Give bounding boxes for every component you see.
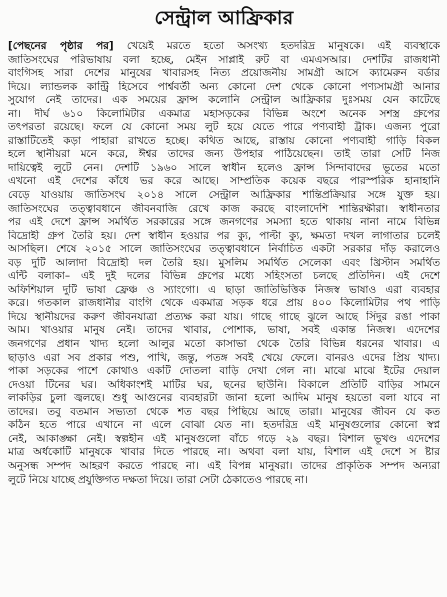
article-line: জনগণের প্রধান খাদ্য হলো আলুর মতো কাসাভা থেকে তৈরি বিভিন্ন ধরনের খাবার। এ [8, 338, 440, 351]
article-line: দায়িত্বেই লুটে নেন। দেশটি ১৯৬০ সালে স্বাধীন হলেও ফ্রান্স সিন্দাবাদের ভূতের মতো [8, 161, 440, 174]
article-line: দিয়ে। ল্যান্ডলক কান্ট্রি হিসেবে পার্শ্ববর্তী অন্য কোনো দেশ থেকে কোনো পণ্যসামগ্রী আনার [8, 80, 440, 93]
article-line: লাকড়ির চুলা জ্বলছে। শুধু আগুনের ব্যবহারটা জানা হলো আদিম মানুষ হয়তো বলা যাবে না [8, 392, 440, 405]
continuation-tag: [পেছনের পৃষ্ঠার পর] [8, 40, 114, 52]
article-line: সুযোগ নেই তাদের। এক সময়ের ফ্রান্স কলোনি সেন্ট্রাল আফ্রিকার দুঃসময় যেন কাটেছে [8, 94, 440, 107]
article-line: তাদের। তবু বতমান সভ্যতা থেকে শত বছর পিছিয়ে আছে তারা। মানুষের জীবন যে কত [8, 405, 440, 418]
article-line: এন্টি বলাকা– এই দুই দলের বিভিন্ন গ্রুপের মধ্যে সহিংসতা চলছে প্রতিদিন। এই দেশে [8, 270, 440, 283]
article-line [8, 40, 440, 54]
article-line: করে। গতকাল রাজধানীর বাংগি থেকে একমাত্র সড়ক ধরে প্রায় ৪০০ কিলোমিটার পথ পাড়ি [8, 297, 440, 310]
article-line: পাকা সড়কের পাশে কোথাও একটি দোতলা বাড়ি দেখা গেল না। মাঝে মাঝে ইটের দেয়াল [8, 365, 440, 378]
article-line: তৎপরতা রয়েছে। ফলে যে কোনো সময় লুট হয়ে যেতে পারে পণ্যবাহী ট্রাক। এজন্য পুরো [8, 121, 440, 134]
article-line: দেওয়া টিনের ঘর। অধিকাংশই মাটির ঘর, ছনের ছাউনি। বিকালে প্রতিটি বাড়ির সামনে [8, 378, 440, 391]
article-line-text: খেয়েই মরতে হতো অসংখ্য হতদরিদ্র মানুষকে। এই ব্যবস্থাকে [126, 40, 440, 52]
article-line: মাত্র অর্ধকোটি মানুষকে খাবার দিতে পারছে না। অথবা বলা যায়, বিশাল এই দেশে স ষ্টার [8, 446, 440, 459]
article-line: না। দীর্ঘ ৬১০ কিলোমিটার একমাত্র মহাসড়কের বিভিন্ন অংশে অনেক সশস্ত্র গ্রুপের [8, 107, 440, 120]
article-line: আম। খাওয়ার মানুষ নেই। তাদের খাবার, পোশাক, ভাষা, সবই একান্ত নিজস্ব। এদেশের [8, 324, 440, 337]
article-line: বিদ্রোহী গ্রুপ তৈরি হয়। দেশ স্বাধীন হওয়ার পর ক্যু, পাল্টা ক্যু, ক্ষমতা দখল লাগাতার চলেই [8, 229, 440, 242]
article-line: বড় দুটি আলাদা বিদ্রোহী দল তৈরি হয়। মুসলিম সমর্থিত সেলেকা এবং খ্রিস্টান সমর্থিত [8, 256, 440, 269]
article-line: জাতিসংঘের তত্ত্বাবধানে জীবনবাজি রেখে কাজ করছে বাংলাদেশি শান্তিরক্ষীরা। স্বাধীনতার [8, 202, 440, 215]
article-line: বেড়ে যাওয়ায় জাতিসংঘ ২০১৪ সালে সেন্ট্রাল আফ্রিকার শান্তিপ্রক্রিয়ার সঙ্গে যুক্ত হয়। [8, 189, 440, 202]
article-line: ছাড়াও এরা সব প্রকার পশু, পাখি, জন্তু, পতঙ্গ সবই খেয়ে ফেলে। বানরও এদের প্রিয় খাদ্য। [8, 351, 440, 364]
article-body [8, 40, 440, 487]
article-line: রাস্তাটিতেই কড়া পাহারা রাখতে হচ্ছে। কথিত আছে, রাস্তায় কোনো পণ্যবাহী গাড়ি বিকল [8, 134, 440, 147]
article-line: আসছিল। শেষে ২০১৫ সালে জাতিসংঘের তত্ত্বাবধানে নির্বাচিত একটা সরকার দাঁড় করালেও [8, 243, 440, 256]
article-line: এখনো এই দেশের কাঁধে ভর করে আছে। সাম্প্রতিক কয়েক বছরে পারস্পরিক হানাহানি [8, 175, 440, 188]
article-line: বাংগিসহ সারা দেশের মানুষের খাবারসহ নিত্য প্রয়োজনীয় সামগ্রী আসে ক্যামেরুন বর্ডার [8, 67, 440, 80]
article-line: কঠিন হতে পারে এখানে না এলে বোঝা যেত না। হতদরিদ্র এই মানুষগুলোর কোনো স্বপ্ন [8, 419, 440, 432]
article-line: অনুসন্ধ সম্পদ আহরণ করতে পারছে না। এই বিপন্ন মানুষরা। তাদের প্রাকৃতিক সম্পদ অন্যরা [8, 459, 440, 472]
article-line: দিয়ে স্থানীয়দের করুণ জীবনযাত্রা প্রত্যক্ষ করা যায়। গাছে গাছে ঝুলে আছে সিঁদুর রঙা পাকা [8, 310, 440, 323]
headline: সেন্ট্রাল আফ্রিকার [154, 7, 294, 29]
article-line: পর এই দেশে ফ্রান্স সমর্থিত সরকারের সঙ্গে জনগণের সমস্যা হতে থাকায় নানা নামে বিভিন্ন [8, 216, 440, 229]
article-line: নেই, আকাঙ্ক্ষা নেই। স্বল্পহীন এই মানুষগুলো বাঁচে গড়ে ২৯ বছর। বিশাল ভূখণ্ড এদেশের [8, 432, 440, 445]
article-line: অফিশিয়াল দুটি ভাষা ফ্রেঞ্চ ও স্যাংগো। এ ছাড়া জাতিভিত্তিক নিজস্ব ভাষাও এরা ব্যবহার [8, 283, 440, 296]
article-line: লুটে নিয়ে যাচ্ছে প্রযুক্তিগত দক্ষতা দিয়ে। তারা সেটা ঠেকাতেও পারছে না। [8, 473, 308, 486]
article-line: জাতিসংঘের পরিভাষায় বলা হচ্ছে, মেইন সাপ্লাই রুট বা এমএসআর। দেশটির রাজধানী [8, 53, 440, 66]
article-line: হলে স্থানীয়রা মনে করে, ঈশ্বর তাদের জন্য উপহার পাঠিয়েছেন। তাই তারা সেটি নিজ [8, 148, 440, 161]
